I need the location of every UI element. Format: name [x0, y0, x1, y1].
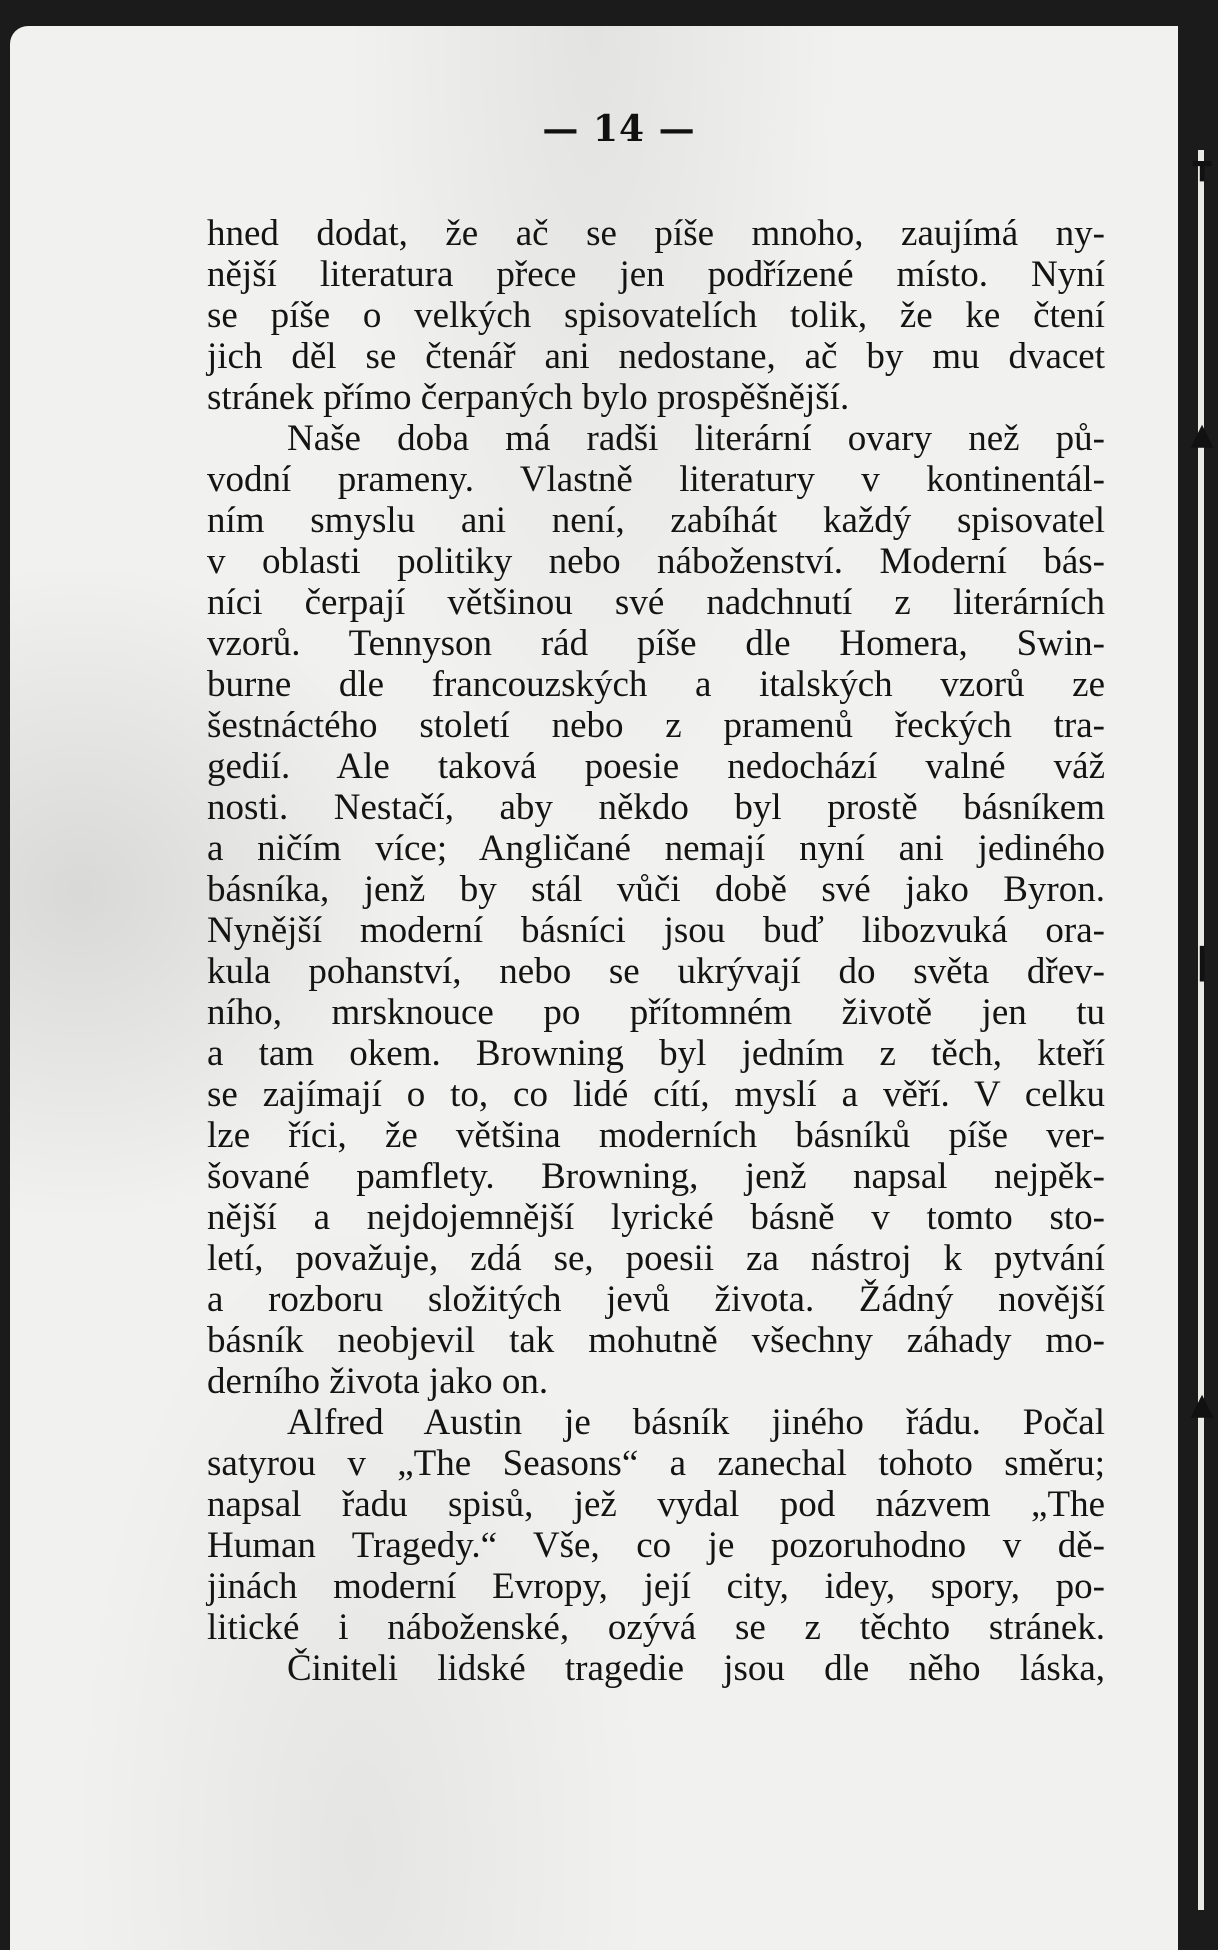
text-line: burne dle francouzských a italských vzorů ze	[207, 664, 1105, 705]
text-line: Alfred Austin je básník jiného řádu. Počal	[287, 1402, 1105, 1443]
text-line: vzorů. Tennyson rád píše dle Homera, Swin-	[207, 623, 1105, 664]
text-line: v oblasti politiky nebo náboženství. Moderní bás-	[207, 541, 1105, 582]
margin-marks	[1186, 147, 1216, 1750]
text-line: lze říci, že většina moderních básníků píše ver-	[207, 1115, 1105, 1156]
text-line: se píše o velkých spisovatelích tolik, že ke čtení	[207, 295, 1105, 336]
text-line: nosti. Nestačí, aby někdo byl prostě básníkem	[207, 787, 1105, 828]
margin-mark: ▲	[1190, 1387, 1214, 1422]
text-line: nější a nejdojemnější lyrické básně v tomto sto-	[207, 1197, 1105, 1238]
text-line: derního života jako on.	[207, 1361, 549, 1402]
text-line: napsal řadu spisů, jež vydal pod názvem „The	[207, 1484, 1105, 1525]
text-line: šestnáctého století nebo z pramenů řeckých tra-	[207, 705, 1105, 746]
text-line: ním smyslu ani není, zabíhát každý spisovatel	[207, 500, 1105, 541]
margin-mark: ┃	[1192, 947, 1212, 982]
text-line: a rozboru složitých jevů života. Žádný novější	[207, 1279, 1105, 1320]
text-line: níci čerpají většinou své nadchnutí z literárních	[207, 582, 1105, 623]
text-line: satyrou v „The Seasons“ a zanechal tohoto směru;	[207, 1443, 1105, 1484]
text-line: Nynější moderní básníci jsou buď libozvuká ora-	[207, 910, 1105, 951]
margin-mark: ▲	[1190, 417, 1214, 452]
text-line: jinách moderní Evropy, její city, idey, spory, po-	[207, 1566, 1105, 1607]
body-text	[207, 213, 1105, 1689]
margin-mark: ┳	[1192, 147, 1212, 182]
paper-sheet	[10, 26, 1178, 1950]
text-line: a ničím více; Angličané nemají nyní ani jediného	[207, 828, 1105, 869]
text-line: litické i náboženské, ozývá se z těchto stránek.	[207, 1607, 1105, 1648]
text-line: stránek přímo čerpaných bylo prospěšnější.	[207, 377, 850, 418]
text-line: vodní prameny. Vlastně literatury v kontinentál-	[207, 459, 1105, 500]
text-line: kula pohanství, nebo se ukrývají do světa dřev-	[207, 951, 1105, 992]
text-line: gedií. Ale taková poesie nedochází valné váž	[207, 746, 1105, 787]
text-line: Činiteli lidské tragedie jsou dle něho láska,	[287, 1648, 1105, 1689]
text-line: Human Tragedy.“ Vše, co je pozoruhodno v dě-	[207, 1525, 1105, 1566]
text-line: hned dodat, že ač se píše mnoho, zaujímá ny-	[207, 213, 1105, 254]
text-line: jich děl se čtenář ani nedostane, ač by mu dvacet	[207, 336, 1105, 377]
text-line: se zajímají o to, co lidé cítí, myslí a věří. V celku	[207, 1074, 1105, 1115]
text-line: básník neobjevil tak mohutně všechny záhady mo-	[207, 1320, 1105, 1361]
text-line: letí, považuje, zdá se, poesii za nástroj k pytvání	[207, 1238, 1105, 1279]
text-line: šované pamflety. Browning, jenž napsal nejpěk-	[207, 1156, 1105, 1197]
text-line: nější literatura přece jen podřízené místo. Nyní	[207, 254, 1105, 295]
text-line: ního, mrsknouce po přítomném životě jen tu	[207, 992, 1105, 1033]
text-line: a tam okem. Browning byl jedním z těch, kteří	[207, 1033, 1105, 1074]
text-line: Naše doba má radši literární ovary než pů-	[287, 418, 1105, 459]
page-number: — 14 —	[542, 108, 696, 150]
text-line: básníka, jenž by stál vůči době své jako Byron.	[207, 869, 1105, 910]
